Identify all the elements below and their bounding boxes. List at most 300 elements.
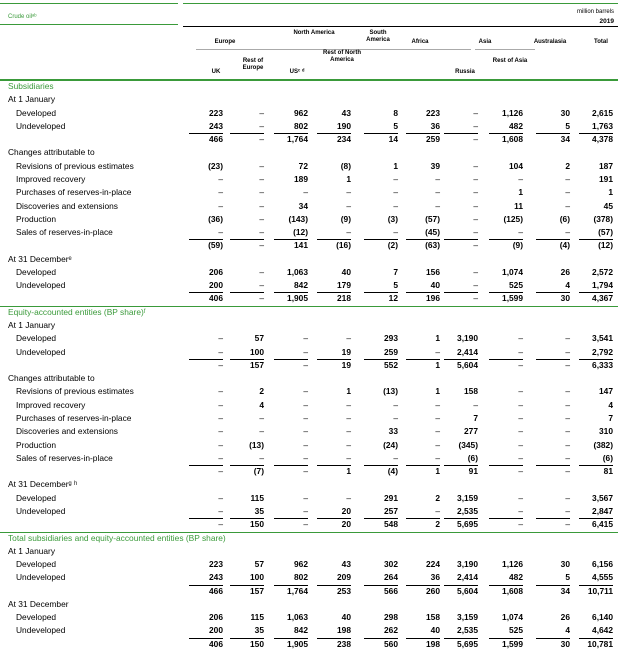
row-label: Undeveloped — [16, 505, 66, 516]
subtotal-rule — [489, 239, 523, 240]
table-row — [0, 412, 626, 425]
table-cell: – — [303, 505, 308, 516]
table-cell: 2,615 — [592, 107, 613, 118]
row-label: Developed — [16, 266, 57, 277]
table-row — [0, 160, 626, 173]
table-cell: 260 — [426, 585, 440, 596]
table-cell: – — [518, 492, 523, 503]
subtotal-rule — [444, 133, 478, 134]
table-cell: 57 — [254, 559, 264, 570]
table-cell: – — [259, 160, 264, 171]
row-label: At 31 Decemberᵍ ʰ — [8, 479, 78, 490]
table-cell: 466 — [209, 134, 223, 145]
table-row — [0, 346, 626, 359]
table-cell: – — [303, 333, 308, 344]
subtotal-rule — [364, 239, 398, 240]
table-cell: 30 — [560, 107, 570, 118]
subtotal-rule — [230, 638, 264, 639]
table-cell: – — [218, 413, 223, 423]
heading-row — [0, 598, 626, 611]
table-cell: 2 — [565, 160, 570, 171]
subtotal-rule — [189, 133, 223, 134]
table-cell: – — [218, 227, 223, 238]
table-cell: – — [473, 293, 478, 304]
table-cell: (12) — [293, 227, 308, 238]
subtotal-rule — [317, 239, 351, 240]
table-cell: – — [473, 240, 478, 251]
table-cell: 40 — [341, 612, 351, 623]
table-cell: (378) — [593, 213, 613, 224]
table-cell: – — [218, 173, 223, 184]
table-cell: 20 — [341, 505, 351, 516]
table-cell: – — [565, 466, 570, 477]
table-cell: (12) — [598, 240, 613, 251]
table-cell: 3,190 — [457, 333, 478, 344]
table-cell: – — [518, 359, 523, 370]
table-cell: – — [259, 240, 264, 251]
table-cell: – — [473, 227, 478, 238]
table-cell: – — [435, 426, 440, 437]
col-uk: UK — [211, 69, 221, 75]
subtotal-rule — [536, 465, 570, 466]
table-cell: 3,541 — [592, 333, 613, 344]
table-cell: 30 — [560, 638, 570, 649]
table-cell: 43 — [341, 107, 351, 118]
subtotal-rule — [406, 133, 440, 134]
table-cell: 35 — [254, 625, 264, 636]
table-cell: – — [303, 386, 308, 397]
table-cell: – — [218, 492, 223, 503]
table-cell: – — [565, 439, 570, 450]
row-label: At 1 January — [8, 320, 56, 331]
table-cell: – — [393, 399, 398, 410]
table-cell: 147 — [599, 386, 613, 397]
subtotal-rule — [274, 359, 308, 360]
subtotal-rule — [489, 359, 523, 360]
table-cell: 2,847 — [592, 505, 613, 516]
table-cell: – — [565, 346, 570, 357]
heading-row — [0, 545, 626, 558]
row-label: At 31 December — [8, 598, 69, 609]
table-cell: 291 — [384, 492, 398, 503]
col-africa: Africa — [411, 39, 429, 45]
subhead-rule-2 — [475, 49, 535, 50]
table-cell: 30 — [560, 293, 570, 304]
table-cell: – — [346, 492, 351, 503]
table-cell: – — [346, 333, 351, 344]
table-row — [0, 571, 626, 584]
table-cell: 45 — [603, 200, 613, 211]
table-cell: 187 — [599, 160, 613, 171]
table-cell: 243 — [209, 120, 223, 131]
table-cell: – — [565, 386, 570, 397]
table-cell: – — [518, 439, 523, 450]
table-cell: – — [473, 213, 478, 224]
table-cell: 238 — [337, 638, 351, 649]
subtotal-rule — [230, 239, 264, 240]
subtotal-rule — [536, 518, 570, 519]
table-row — [0, 107, 626, 120]
subtotal-rule — [406, 359, 440, 360]
table-cell: 157 — [250, 359, 264, 370]
table-cell: 842 — [294, 625, 308, 636]
table-cell: (23) — [208, 160, 223, 171]
table-cell: 100 — [250, 572, 264, 583]
table-cell: 2,535 — [457, 625, 478, 636]
table-cell: – — [473, 266, 478, 277]
subtotal-rule — [406, 638, 440, 639]
table-cell: 218 — [337, 293, 351, 304]
total-row — [0, 518, 626, 531]
row-label: Changes attributable to — [8, 373, 95, 384]
subtotal-rule — [536, 638, 570, 639]
table-cell: 4 — [259, 399, 264, 410]
table-cell: 2 — [435, 519, 440, 530]
row-label: Production — [16, 439, 57, 450]
section-label: Crude oilᵃᵇ — [8, 14, 37, 20]
table-cell: 1,763 — [592, 120, 613, 131]
table-cell: (4) — [559, 240, 570, 251]
table-cell: 40 — [341, 266, 351, 277]
table-cell: – — [565, 492, 570, 503]
table-cell: (59) — [208, 240, 223, 251]
col-rest-of-north-america: Rest of North America — [323, 50, 361, 63]
table-cell: – — [218, 452, 223, 463]
table-cell: 2,572 — [592, 266, 613, 277]
col-rest-of-asia: Rest of Asia — [492, 58, 528, 64]
table-cell: (36) — [208, 213, 223, 224]
table-cell: (382) — [593, 439, 613, 450]
subtotal-rule — [536, 359, 570, 360]
top-rule-right — [183, 3, 618, 4]
table-cell: – — [473, 200, 478, 211]
table-cell: (13) — [383, 386, 398, 397]
table-row — [0, 505, 626, 518]
table-cell: 179 — [337, 280, 351, 291]
table-cell: 6,140 — [592, 612, 613, 623]
table-cell: 262 — [384, 625, 398, 636]
table-cell: – — [259, 200, 264, 211]
table-cell: 35 — [254, 505, 264, 516]
table-cell: 1,608 — [502, 134, 523, 145]
table-cell: (45) — [425, 227, 440, 238]
table-cell: – — [473, 173, 478, 184]
row-label: Discoveries and extensions — [16, 426, 118, 437]
table-cell: (57) — [425, 213, 440, 224]
table-cell: 4,555 — [592, 572, 613, 583]
col-north-america: North America — [293, 30, 335, 36]
subtotal-rule — [317, 638, 351, 639]
table-cell: 2,414 — [457, 346, 478, 357]
table-cell: 34 — [560, 585, 570, 596]
table-cell: – — [218, 399, 223, 410]
table-cell: 26 — [560, 266, 570, 277]
table-cell: 4,378 — [592, 134, 613, 145]
table-cell: 7 — [608, 413, 613, 423]
table-cell: – — [565, 333, 570, 344]
row-label: At 1 January — [8, 94, 56, 105]
table-cell: (9) — [340, 213, 351, 224]
table-cell: – — [259, 187, 264, 198]
table-cell: 36 — [430, 120, 440, 131]
table-cell: – — [393, 187, 398, 198]
table-cell: 310 — [599, 426, 613, 437]
row-label: Revisions of previous estimates — [16, 160, 134, 171]
subtotal-rule — [406, 585, 440, 586]
subtotal-rule — [189, 359, 223, 360]
subtotal-rule — [444, 359, 478, 360]
table-cell: (6) — [467, 452, 478, 463]
table-cell: 36 — [430, 572, 440, 583]
table-cell: 20 — [341, 519, 351, 530]
table-row — [0, 266, 626, 279]
table-cell: – — [565, 227, 570, 238]
table-cell: – — [346, 200, 351, 211]
subtotal-rule — [536, 292, 570, 293]
table-cell: 40 — [430, 625, 440, 636]
table-cell: – — [473, 399, 478, 410]
table-cell: 33 — [388, 426, 398, 437]
row-label: Developed — [16, 559, 57, 570]
table-cell: – — [518, 452, 523, 463]
table-cell: 4,642 — [592, 625, 613, 636]
table-cell: – — [565, 413, 570, 423]
table-cell: (16) — [336, 240, 351, 251]
table-cell: 6,156 — [592, 559, 613, 570]
table-cell: 2,535 — [457, 505, 478, 516]
table-cell: 1,905 — [287, 638, 308, 649]
table-cell: 4 — [565, 280, 570, 291]
section-row — [0, 80, 626, 93]
section-rule — [0, 532, 618, 533]
table-cell: – — [218, 466, 223, 477]
table-cell: – — [565, 187, 570, 198]
subtotal-rule — [230, 518, 264, 519]
table-cell: (63) — [425, 240, 440, 251]
subtotal-rule — [274, 585, 308, 586]
section-rule — [0, 306, 618, 307]
subtotal-rule — [406, 292, 440, 293]
table-cell: 206 — [209, 612, 223, 623]
table-cell: (13) — [249, 439, 264, 450]
table-cell: – — [393, 452, 398, 463]
table-cell: 1 — [346, 466, 351, 477]
subtotal-rule — [189, 638, 223, 639]
table-cell: 72 — [298, 160, 308, 171]
table-cell: 223 — [209, 107, 223, 118]
table-cell: – — [518, 227, 523, 238]
subtotal-rule — [189, 292, 223, 293]
table-cell: (24) — [383, 439, 398, 450]
total-row — [0, 465, 626, 478]
table-cell: 1,794 — [592, 280, 613, 291]
table-cell: 234 — [337, 134, 351, 145]
header-rule-left — [0, 24, 178, 25]
table-row — [0, 399, 626, 412]
table-cell: – — [393, 413, 398, 423]
table-cell: (4) — [387, 466, 398, 477]
subtotal-rule — [317, 133, 351, 134]
table-cell: 191 — [599, 173, 613, 184]
table-cell: – — [518, 426, 523, 437]
table-cell: 6,333 — [592, 359, 613, 370]
table-cell: 5,604 — [457, 585, 478, 596]
table-cell: 3,190 — [457, 559, 478, 570]
table-cell: – — [473, 134, 478, 145]
subtotal-rule — [364, 638, 398, 639]
row-label: Undeveloped — [16, 120, 66, 131]
table-cell: 1,599 — [502, 638, 523, 649]
table-row — [0, 624, 626, 637]
table-cell: – — [259, 213, 264, 224]
table-cell: 14 — [388, 134, 398, 145]
table-cell: – — [259, 266, 264, 277]
table-cell: 406 — [209, 638, 223, 649]
table-cell: 802 — [294, 120, 308, 131]
table-cell: 842 — [294, 280, 308, 291]
table-cell: 157 — [250, 585, 264, 596]
table-cell: – — [303, 466, 308, 477]
table-cell: – — [259, 293, 264, 304]
top-rule-left — [0, 3, 178, 4]
subtotal-rule — [317, 585, 351, 586]
table-cell: – — [218, 426, 223, 437]
table-cell: 34 — [298, 200, 308, 211]
table-cell: 34 — [560, 134, 570, 145]
table-cell: – — [473, 107, 478, 118]
table-cell: – — [346, 187, 351, 198]
table-cell: 189 — [294, 173, 308, 184]
table-cell: – — [518, 413, 523, 423]
table-cell: (9) — [512, 240, 523, 251]
row-label: Equity-accounted entities (BP share)ᶠ — [8, 306, 146, 317]
table-cell: 1 — [435, 359, 440, 370]
table-cell: 962 — [294, 559, 308, 570]
table-cell: 150 — [250, 519, 264, 530]
table-cell: – — [218, 187, 223, 198]
table-cell: 198 — [337, 625, 351, 636]
table-cell: 5,695 — [457, 519, 478, 530]
table-cell: – — [218, 359, 223, 370]
table-cell: – — [259, 227, 264, 238]
subtotal-rule — [364, 465, 398, 466]
table-cell: 19 — [341, 359, 351, 370]
table-row — [0, 385, 626, 398]
heading-row — [0, 93, 626, 106]
table-cell: 962 — [294, 107, 308, 118]
row-label: Production — [16, 213, 57, 224]
unit-label: million barrels — [576, 9, 614, 15]
table-cell: 5 — [393, 120, 398, 131]
table-cell: – — [435, 452, 440, 463]
table-cell: 206 — [209, 266, 223, 277]
subtotal-rule — [536, 585, 570, 586]
row-label: Developed — [16, 333, 57, 344]
row-label: Developed — [16, 107, 57, 118]
table-cell: 1,063 — [287, 612, 308, 623]
subtotal-rule — [536, 239, 570, 240]
table-cell: – — [346, 413, 351, 423]
table-cell: – — [303, 399, 308, 410]
table-cell: – — [218, 346, 223, 357]
total-row — [0, 638, 626, 651]
col-australasia: Australasia — [533, 39, 567, 45]
table-cell: 10,711 — [587, 585, 613, 596]
table-cell: – — [218, 386, 223, 397]
table-cell: 115 — [250, 492, 264, 503]
subtotal-rule — [317, 359, 351, 360]
row-label: Total subsidiaries and equity-accounted entities (BP share) — [8, 532, 226, 543]
subtotal-rule — [444, 518, 478, 519]
table-cell: – — [565, 505, 570, 516]
table-cell: 91 — [468, 466, 478, 477]
table-cell: – — [259, 280, 264, 291]
row-label: Sales of reserves-in-place — [16, 452, 113, 463]
section-row — [0, 306, 626, 319]
heading-row — [0, 478, 626, 491]
table-cell: 1 — [608, 187, 613, 198]
table-cell: – — [303, 187, 308, 198]
table-cell: 196 — [426, 293, 440, 304]
table-cell: (8) — [340, 160, 351, 171]
table-cell: 3,159 — [457, 612, 478, 623]
table-cell: 1,608 — [502, 585, 523, 596]
table-cell: – — [218, 333, 223, 344]
subtotal-rule — [364, 133, 398, 134]
table-cell: – — [565, 200, 570, 211]
table-cell: 5,695 — [457, 638, 478, 649]
table-cell: 548 — [384, 519, 398, 530]
table-cell: 1 — [435, 466, 440, 477]
col-us: USᶜ ᵈ — [289, 69, 305, 75]
table-cell: 2,414 — [457, 572, 478, 583]
row-label: Developed — [16, 612, 57, 623]
table-cell: (345) — [458, 439, 478, 450]
heading-row — [0, 319, 626, 332]
row-label: At 31 Decemberᵉ — [8, 253, 72, 264]
table-cell: 200 — [209, 280, 223, 291]
table-cell: – — [393, 227, 398, 238]
table-cell: 5,604 — [457, 359, 478, 370]
subtotal-rule — [444, 239, 478, 240]
total-row — [0, 585, 626, 598]
subtotal-rule — [579, 133, 613, 134]
table-cell: – — [518, 386, 523, 397]
table-cell: – — [435, 187, 440, 198]
table-cell: 11 — [514, 200, 523, 211]
table-cell: 5 — [565, 572, 570, 583]
subtotal-rule — [489, 133, 523, 134]
row-label: Discoveries and extensions — [16, 200, 118, 211]
table-cell: (2) — [387, 240, 398, 251]
table-cell: – — [303, 492, 308, 503]
table-cell: 1 — [393, 160, 398, 171]
table-cell: – — [518, 173, 523, 184]
subtotal-rule — [444, 465, 478, 466]
subtotal-rule — [274, 133, 308, 134]
subtotal-rule — [230, 292, 264, 293]
subtotal-rule — [364, 359, 398, 360]
table-cell: 5 — [565, 120, 570, 131]
table-cell: 1 — [346, 173, 351, 184]
table-cell: – — [259, 413, 264, 423]
table-cell: 209 — [337, 572, 351, 583]
section-row — [0, 532, 626, 545]
table-row — [0, 611, 626, 624]
table-cell: – — [393, 200, 398, 211]
table-cell: 150 — [250, 638, 264, 649]
table-row — [0, 120, 626, 133]
